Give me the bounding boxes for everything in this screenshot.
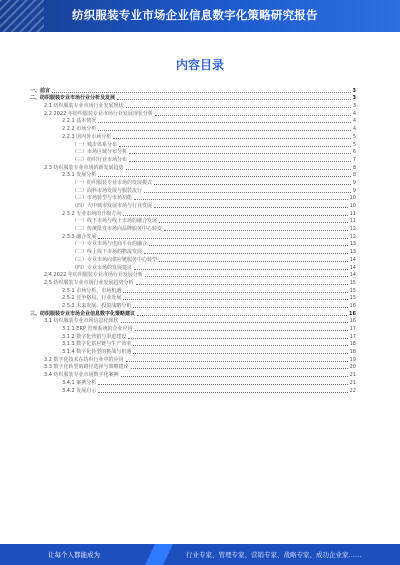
toc-entry-label: （三）专业市场向供应链服务中心转型 <box>72 256 158 263</box>
toc-leader-dots <box>134 198 348 200</box>
toc-entry-label: 3.1 纺织服装专业市场信息化现状 <box>44 318 119 325</box>
toc-entry-label: 2.3.1 发展分析 <box>62 172 97 179</box>
toc-entry-page: 3 <box>352 87 356 94</box>
toc-leader-dots <box>126 106 351 108</box>
toc-entry-label: 2.3.3 融合发展 <box>62 233 97 240</box>
toc-entry[interactable] <box>30 340 356 348</box>
toc-entry[interactable] <box>30 178 356 186</box>
toc-entry-page: 3 <box>352 103 356 110</box>
toc-entry[interactable] <box>30 201 356 209</box>
toc-entry-page: 5 <box>352 133 356 140</box>
toc-entry-label: 3.1.4 数字化转型的挑战与机遇 <box>62 349 132 356</box>
toc-entry-label: 二、纺织服装专业市场行业分析及发展 <box>30 95 116 102</box>
toc-entry[interactable] <box>30 240 356 248</box>
toc-entry-page: 22 <box>349 387 356 394</box>
toc-leader-dots <box>113 137 351 139</box>
toc-entry-page: 11 <box>349 210 356 217</box>
toc-entry[interactable] <box>30 255 356 263</box>
toc-leader-dots <box>98 129 351 131</box>
toc-leader-dots <box>155 114 351 116</box>
toc-entry[interactable] <box>30 247 356 255</box>
toc-entry[interactable] <box>30 86 356 94</box>
toc-entry[interactable] <box>30 209 356 217</box>
toc-leader-dots <box>119 145 351 147</box>
toc-leader-dots <box>123 291 347 293</box>
toc-entry-page: 16 <box>349 310 356 317</box>
toc-entry[interactable] <box>30 217 356 225</box>
toc-entry[interactable] <box>30 324 356 332</box>
table-of-contents <box>30 86 356 394</box>
toc-entry-page: 4 <box>352 118 356 125</box>
toc-entry[interactable] <box>30 263 356 271</box>
toc-entry[interactable] <box>30 286 356 294</box>
toc-leader-dots <box>98 237 347 239</box>
toc-leader-dots <box>98 175 351 177</box>
toc-entry-label: 2.4 2022 年纺织服装专业市场行业发展分析 <box>44 272 143 279</box>
page-footer <box>0 544 400 565</box>
toc-leader-dots <box>144 191 351 193</box>
toc-leader-dots <box>136 283 348 285</box>
toc-entry[interactable] <box>30 363 356 371</box>
toc-entry-label: 2.5.3 未来发展、投资战略分析 <box>62 302 132 309</box>
toc-leader-dots <box>98 383 347 385</box>
toc-entry-page: 5 <box>352 141 356 148</box>
toc-entry-page: 15 <box>349 279 356 286</box>
toc-entry-page: 12 <box>349 226 356 233</box>
toc-entry[interactable] <box>30 309 356 317</box>
toc-leader-dots <box>133 344 347 346</box>
toc-entry-label: 3.4.2 发展启示 <box>62 387 97 394</box>
toc-entry-label: 3.3 数字化转型的路径选择与策略建议 <box>44 364 129 371</box>
toc-entry-label: 2.5.2 竞争格局、行业发展 <box>62 295 122 302</box>
toc-leader-dots <box>52 91 351 93</box>
toc-entry-label: （一）城市体系分布 <box>72 141 118 148</box>
toc-entry[interactable] <box>30 347 356 355</box>
toc-entry-page: 12 <box>349 233 356 240</box>
toc-leader-dots <box>137 314 347 316</box>
toc-entry-page: 9 <box>352 187 356 194</box>
toc-entry[interactable] <box>30 232 356 240</box>
toc-entry[interactable] <box>30 94 356 102</box>
toc-entry-label: （一）专业市场与电商平台的融合 <box>72 241 148 248</box>
toc-entry-label: （四）大中城市发展市场与行业发展 <box>72 203 153 209</box>
toc-entry-label: 2.2 2022 年纺织服装专业市场行业发展现状分析 <box>44 110 153 117</box>
toc-leader-dots <box>135 329 348 331</box>
toc-entry-page: 8 <box>352 164 356 171</box>
toc-leader-dots <box>134 268 348 270</box>
toc-entry[interactable] <box>30 301 356 309</box>
toc-entry-page: 6 <box>352 149 356 156</box>
toc-entry[interactable] <box>30 132 356 140</box>
toc-leader-dots <box>121 321 348 323</box>
toc-entry-label: （二）面料市场发展与服装流行 <box>72 187 143 194</box>
toc-entry-page: 4 <box>352 126 356 133</box>
toc-entry[interactable] <box>30 124 356 132</box>
toc-leader-dots <box>159 260 348 262</box>
toc-entry-label: 3.1.1 ERP 管理系统的企业应用 <box>62 326 133 332</box>
toc-entry-page: 14 <box>349 256 356 263</box>
toc-entry-label: 2.2.1 基本情况 <box>62 118 97 125</box>
toc-entry-label: 3.4 纺织服装专业市场数字化案例 <box>44 372 119 379</box>
toc-entry[interactable] <box>30 109 356 117</box>
toc-entry[interactable] <box>30 155 356 163</box>
toc-leader-dots <box>164 229 348 231</box>
toc-entry-label: 3.1.3 数字化供应链与生产效率 <box>62 341 132 348</box>
toc-leader-dots <box>126 168 351 170</box>
toc-entry-label: （一）纺织服装专业市场的发展模式 <box>72 179 153 186</box>
toc-leader-dots <box>117 98 351 100</box>
toc-leader-dots <box>133 306 347 308</box>
toc-entry[interactable] <box>30 378 356 386</box>
toc-entry-page: 7 <box>352 156 356 163</box>
toc-entry-page: 13 <box>349 249 356 256</box>
toc-entry[interactable] <box>30 332 356 340</box>
toc-entry-page: 11 <box>349 218 356 225</box>
toc-entry-page: 3 <box>352 95 356 102</box>
toc-entry-label: 2.3 纺织服装专业市场的新发展趋势 <box>44 164 124 171</box>
toc-entry-label: （四）专业市场的发展建议 <box>72 264 133 271</box>
toc-entry-page: 13 <box>349 241 356 248</box>
toc-entry-page: 19 <box>349 356 356 363</box>
toc-entry-page: 4 <box>352 110 356 117</box>
toc-entry-page: 9 <box>352 179 356 186</box>
toc-entry[interactable] <box>30 224 356 232</box>
toc-entry-page: 17 <box>349 333 356 340</box>
toc-entry-label: 3.2 数字化技术在纺织行业中的应用 <box>44 356 124 363</box>
toc-entry-label: 2.5.1 市场分析、市场机遇 <box>62 287 122 294</box>
toc-entry-label: （三）市场转型与市场功能 <box>72 195 133 202</box>
toc-entry-label: 3.1.2 数字化营销与渠道建设 <box>62 333 127 340</box>
toc-entry-label: （一）线下市场与线上市场的融合发展 <box>72 218 158 225</box>
toc-leader-dots <box>145 275 348 277</box>
toc-leader-dots <box>126 360 348 362</box>
toc-entry-page: 15 <box>349 287 356 294</box>
toc-leader-dots <box>121 375 348 377</box>
toc-entry-page: 15 <box>349 295 356 302</box>
toc-heading: 内容目录 <box>175 58 224 72</box>
toc-entry[interactable] <box>30 101 356 109</box>
toc-leader-dots <box>131 367 348 369</box>
toc-leader-dots <box>144 252 348 254</box>
toc-leader-dots <box>123 298 347 300</box>
toc-entry[interactable] <box>30 317 356 325</box>
footer-slogan: 让每个人都能成为 <box>48 551 100 559</box>
toc-entry[interactable] <box>30 386 356 394</box>
toc-leader-dots <box>98 121 351 123</box>
toc-leader-dots <box>98 391 347 393</box>
toc-entry[interactable] <box>30 355 356 363</box>
toc-entry-page: 16 <box>349 318 356 325</box>
toc-entry-label: 2.2.3 国内外市场分析 <box>62 133 112 140</box>
toc-leader-dots <box>159 221 348 223</box>
toc-leader-dots <box>129 152 351 154</box>
toc-leader-dots <box>129 160 351 162</box>
toc-entry-page: 10 <box>349 203 356 209</box>
toc-entry-page: 21 <box>349 372 356 379</box>
report-header <box>0 0 400 32</box>
toc-entry[interactable] <box>30 186 356 194</box>
toc-entry-page: 18 <box>349 341 356 348</box>
toc-entry[interactable] <box>30 278 356 286</box>
toc-leader-dots <box>128 337 347 339</box>
toc-entry[interactable] <box>30 194 356 202</box>
toc-entry-label: 三、纺织服装专业市场企业信息数字化策略建议 <box>30 310 136 317</box>
toc-entry[interactable] <box>30 163 356 171</box>
toc-entry-label: 一、前言 <box>30 87 51 94</box>
toc-leader-dots <box>154 183 351 185</box>
toc-entry-label: 2.2.2 市场分析 <box>62 126 97 133</box>
toc-leader-dots <box>154 206 348 208</box>
toc-entry-label: （二）市场区域分布分析 <box>72 149 128 156</box>
toc-leader-dots <box>133 352 347 354</box>
toc-leader-dots <box>149 244 348 246</box>
toc-entry-label: 2.1 纺织服装专业市场行业发展现状 <box>44 103 124 110</box>
toc-leader-dots <box>123 214 347 216</box>
toc-entry-label: （三）纺织行业市场分布 <box>72 156 128 163</box>
toc-entry-label: 2.5 纺织服装专业市场行业发展趋势分析 <box>44 279 134 286</box>
toc-entry[interactable] <box>30 140 356 148</box>
toc-entry[interactable] <box>30 117 356 125</box>
toc-entry-page: 18 <box>349 349 356 356</box>
toc-entry-page: 21 <box>349 379 356 386</box>
footer-slant-decoration <box>145 544 173 565</box>
toc-entry-page: 14 <box>349 264 356 271</box>
toc-entry-label: （二）传统批发市场向品牌服务中心转变 <box>72 226 163 233</box>
toc-entry-page: 17 <box>349 326 356 332</box>
toc-entry-page: 10 <box>349 195 356 202</box>
toc-entry-label: 3.4.1 案例分析 <box>62 379 97 386</box>
toc-entry[interactable] <box>30 370 356 378</box>
toc-entry[interactable] <box>30 271 356 279</box>
toc-entry-page: 16 <box>349 302 356 309</box>
report-title: 纺织服装专业市场企业信息数字化策略研究报告 <box>72 8 318 22</box>
toc-entry[interactable] <box>30 171 356 179</box>
toc-entry[interactable] <box>30 148 356 156</box>
toc-entry-label: 2.3.2 专业市场的升级方向 <box>62 210 122 217</box>
toc-entry-page: 20 <box>349 364 356 371</box>
toc-entry[interactable] <box>30 294 356 302</box>
toc-entry-label: （二）线上线下市场的物流发展 <box>72 249 143 256</box>
toc-entry-page: 14 <box>349 272 356 279</box>
toc-entry-page: 8 <box>352 172 356 179</box>
header-stripe-decoration <box>0 0 44 32</box>
footer-tagline: 行业专家、管理专家、营销专家、战略专家、成功企业家…… <box>186 551 362 559</box>
